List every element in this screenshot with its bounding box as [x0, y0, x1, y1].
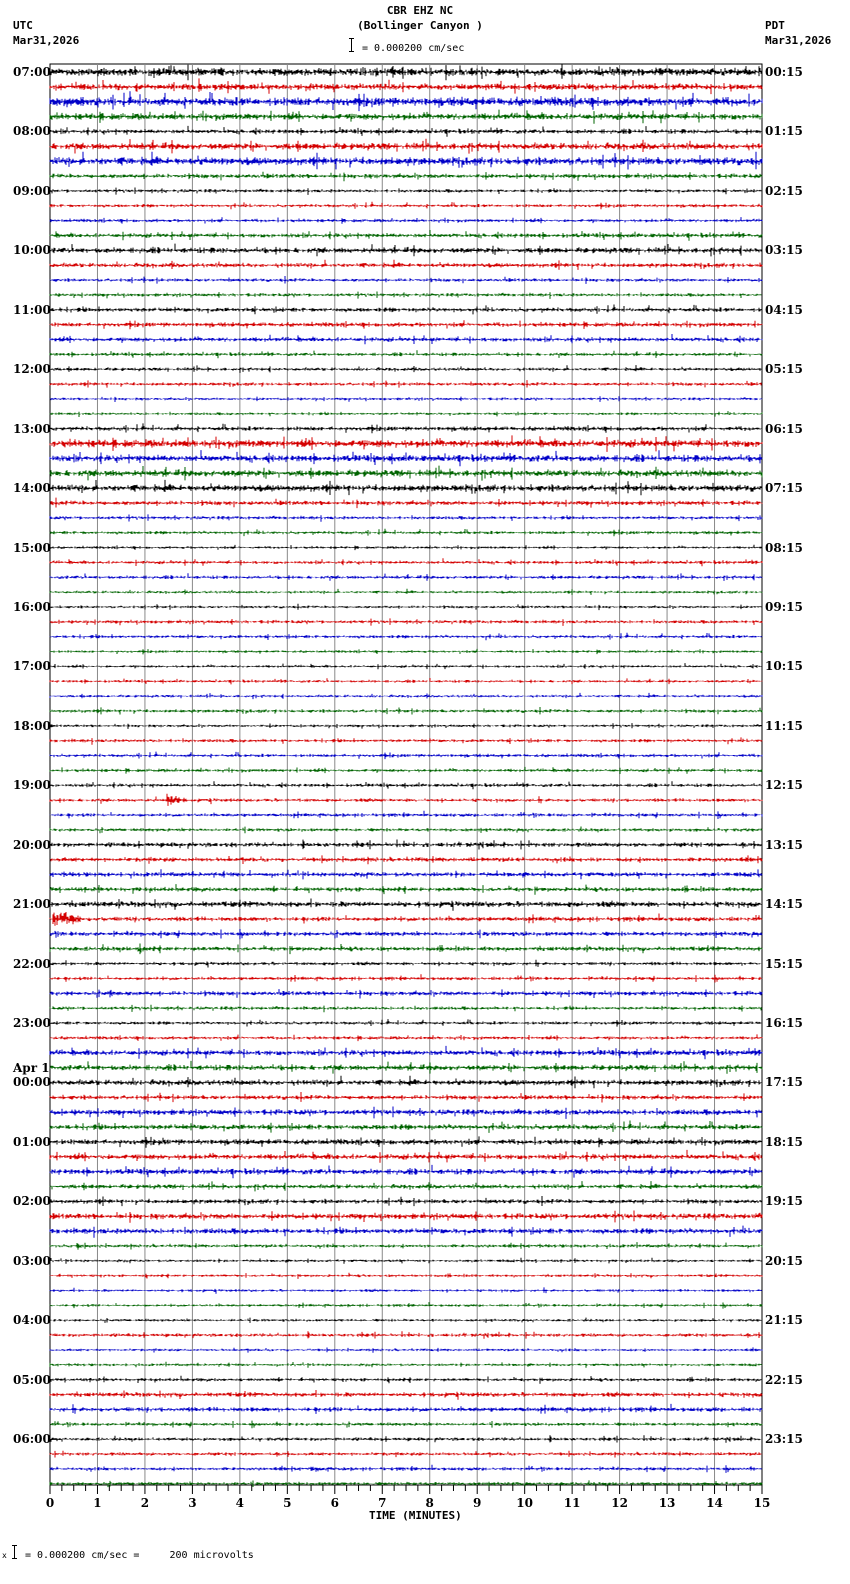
trace-line — [50, 380, 762, 388]
trace-line — [50, 1076, 762, 1089]
left-hour-label: 14:00 — [13, 481, 51, 496]
trace-line — [50, 1165, 762, 1178]
x-tick-label: 7 — [378, 1496, 387, 1510]
left-hour-label: 11:00 — [13, 302, 51, 317]
trace-line — [50, 781, 762, 789]
x-tick-label: 15 — [753, 1496, 771, 1510]
x-tick-label: 3 — [188, 1496, 197, 1510]
left-hour-label: 05:00 — [13, 1372, 51, 1387]
right-hour-label: 00:15 — [765, 65, 803, 79]
x-tick-label: 13 — [658, 1496, 676, 1510]
trace-line — [50, 1121, 762, 1133]
x-tick-label: 6 — [330, 1496, 339, 1510]
right-hour-label: 03:15 — [765, 243, 803, 258]
x-tick-label: 8 — [425, 1496, 434, 1510]
right-date: Mar31,2026 — [765, 34, 832, 47]
trace-line — [50, 989, 762, 998]
trace-line — [50, 450, 762, 466]
scale-text: = 0.000200 cm/sec — [362, 43, 465, 54]
trace-line — [50, 558, 762, 566]
trace-line — [50, 589, 762, 595]
trace-line — [50, 1046, 762, 1059]
trace-line — [50, 423, 762, 433]
right-hour-label: 09:15 — [765, 599, 803, 614]
right-hour-label: 17:15 — [765, 1075, 803, 1090]
trace-line — [50, 1150, 762, 1163]
trace-line — [50, 855, 762, 864]
trace-line — [50, 723, 762, 729]
trace-line — [50, 480, 762, 495]
trace-line — [50, 884, 762, 895]
trace-line — [50, 663, 762, 669]
footer-scale-bar-icon — [14, 1545, 18, 1559]
x-tick-label: 1 — [93, 1496, 102, 1510]
trace-line — [50, 794, 762, 806]
right-hour-label: 04:15 — [765, 302, 803, 317]
left-hour-label: 10:00 — [13, 243, 51, 258]
trace-line — [50, 110, 762, 124]
left-hour-label: 00:00 — [13, 1075, 51, 1090]
trace-line — [50, 1465, 762, 1473]
right-timezone: PDT — [765, 19, 785, 32]
trace-line — [50, 1242, 762, 1250]
left-timezone: UTC — [13, 19, 33, 32]
station-location: (Bollinger Canyon ) — [357, 19, 483, 32]
trace-line — [50, 305, 762, 315]
right-hour-label: 19:15 — [765, 1194, 803, 1209]
trace-line — [50, 1092, 762, 1103]
trace-line — [50, 811, 762, 819]
left-hour-label: 02:00 — [13, 1194, 51, 1209]
trace-line — [50, 217, 762, 224]
trace-line — [50, 1034, 762, 1041]
x-tick-label: 12 — [611, 1496, 628, 1510]
trace-line — [50, 1390, 762, 1400]
left-date: Mar31,2026 — [13, 34, 80, 47]
x-tick-label: 2 — [140, 1496, 150, 1510]
x-axis-label: TIME (MINUTES) — [369, 1509, 462, 1522]
trace-line — [50, 244, 762, 257]
trace-line — [50, 1421, 762, 1429]
left-hour-label: 23:00 — [13, 1016, 51, 1031]
right-hour-label: 21:15 — [765, 1313, 803, 1328]
trace-line — [50, 618, 762, 626]
right-hour-label: 13:15 — [765, 837, 803, 852]
x-tick-label: 4 — [235, 1496, 245, 1510]
left-hour-label: 07:00 — [13, 65, 51, 79]
trace-line — [50, 633, 762, 640]
right-hour-label: 15:15 — [765, 956, 803, 971]
trace-line — [50, 1136, 762, 1147]
trace-line — [50, 1287, 762, 1293]
trace-line — [50, 840, 762, 850]
right-hour-label: 02:15 — [765, 183, 803, 198]
trace-line — [50, 693, 762, 699]
left-hour-label: 21:00 — [13, 897, 51, 912]
left-hour-label: 06:00 — [13, 1432, 51, 1447]
trace-line — [50, 767, 762, 774]
left-hour-label: 08:00 — [13, 124, 51, 139]
trace-line — [50, 188, 762, 195]
x-tick-label: 14 — [706, 1496, 723, 1510]
right-hour-label: 14:15 — [765, 897, 803, 912]
trace-line — [50, 260, 762, 270]
trace-line — [50, 944, 762, 955]
trace-line — [50, 230, 762, 241]
trace-line — [50, 1273, 762, 1279]
trace-line — [50, 276, 762, 284]
x-tick-label: 0 — [45, 1496, 55, 1510]
trace-line — [50, 350, 762, 358]
left-hour-label: 16:00 — [13, 599, 51, 614]
trace-line — [50, 869, 762, 879]
trace-line — [50, 91, 762, 111]
trace-line — [50, 960, 762, 968]
trace-line — [50, 1005, 762, 1012]
footer-scale-prefix: x — [2, 1551, 7, 1560]
trace-line — [50, 899, 762, 911]
left-hour-label: 17:00 — [13, 659, 51, 674]
trace-line — [50, 752, 762, 760]
trace-line — [50, 435, 762, 452]
trace-line — [50, 1404, 762, 1414]
trace-line — [50, 827, 762, 834]
date-change-label: Apr 1 — [13, 1061, 50, 1076]
x-tick-label: 11 — [563, 1496, 581, 1510]
left-hour-label: 15:00 — [13, 540, 51, 555]
left-hour-label: 12:00 — [13, 362, 51, 377]
left-hour-label: 18:00 — [13, 718, 51, 733]
trace-line — [50, 365, 762, 373]
trace-line — [50, 1181, 762, 1191]
trace-line — [50, 292, 762, 299]
right-hour-label: 16:15 — [765, 1016, 803, 1031]
x-tick-label: 10 — [516, 1496, 533, 1510]
left-hour-label: 04:00 — [13, 1313, 51, 1328]
trace-line — [50, 1302, 762, 1309]
left-hour-label: 13:00 — [13, 421, 51, 436]
trace-line — [50, 1211, 762, 1223]
right-hour-label: 07:15 — [765, 481, 803, 496]
trace-line — [50, 649, 762, 655]
station-title: CBR EHZ NC — [386, 4, 454, 17]
trace-line — [50, 139, 762, 154]
trace-line — [50, 498, 762, 509]
trace-line — [50, 1107, 762, 1119]
trace-line — [50, 1196, 762, 1206]
right-hour-label: 20:15 — [765, 1253, 803, 1268]
trace-line — [50, 912, 762, 926]
x-tick-label: 9 — [473, 1496, 482, 1510]
trace-line — [50, 320, 762, 329]
trace-line — [50, 78, 762, 94]
right-hour-label: 01:15 — [765, 124, 803, 139]
trace-line — [50, 202, 762, 210]
trace-line — [50, 929, 762, 939]
right-hour-label: 06:15 — [765, 421, 803, 436]
trace-line — [50, 604, 762, 610]
trace-line — [50, 1019, 762, 1027]
left-hour-label: 22:00 — [13, 956, 51, 971]
trace-line — [50, 1258, 762, 1264]
trace-line — [50, 1451, 762, 1458]
right-hour-label: 22:15 — [765, 1372, 803, 1387]
trace-line — [50, 396, 762, 402]
left-hour-label: 09:00 — [13, 183, 51, 198]
right-hour-label: 08:15 — [765, 540, 803, 555]
trace-line — [50, 1376, 762, 1384]
trace-line — [50, 64, 762, 81]
trace-line — [50, 152, 762, 170]
trace-line — [50, 514, 762, 521]
right-hour-label: 23:15 — [765, 1432, 803, 1447]
trace-line — [50, 529, 762, 537]
trace-line — [50, 334, 762, 344]
trace-line — [50, 1226, 762, 1238]
footer-scale-text: = 0.000200 cm/sec = 200 microvolts — [25, 1550, 254, 1561]
trace-line — [50, 1318, 762, 1323]
left-hour-label: 20:00 — [13, 837, 51, 852]
x-tick-label: 5 — [283, 1496, 292, 1510]
trace-line — [50, 707, 762, 715]
trace-line — [50, 126, 762, 137]
trace-line — [50, 678, 762, 684]
trace-line — [50, 573, 762, 581]
trace-line — [50, 1061, 762, 1074]
left-hour-label: 03:00 — [13, 1253, 51, 1268]
trace-line — [50, 545, 762, 550]
right-hour-label: 12:15 — [765, 778, 803, 793]
trace-line — [50, 974, 762, 982]
trace-line — [50, 411, 762, 417]
trace-line — [50, 172, 762, 181]
trace-line — [50, 1331, 762, 1339]
right-hour-label: 05:15 — [765, 362, 803, 377]
right-hour-label: 10:15 — [765, 659, 803, 674]
trace-line — [50, 1435, 762, 1443]
trace-line — [50, 1362, 762, 1368]
left-hour-label: 01:00 — [13, 1134, 51, 1149]
trace-line — [50, 737, 762, 744]
right-hour-label: 18:15 — [765, 1134, 803, 1149]
trace-line — [50, 466, 762, 481]
trace-line — [50, 1347, 762, 1352]
left-hour-label: 19:00 — [13, 778, 51, 793]
right-hour-label: 11:15 — [765, 718, 803, 733]
